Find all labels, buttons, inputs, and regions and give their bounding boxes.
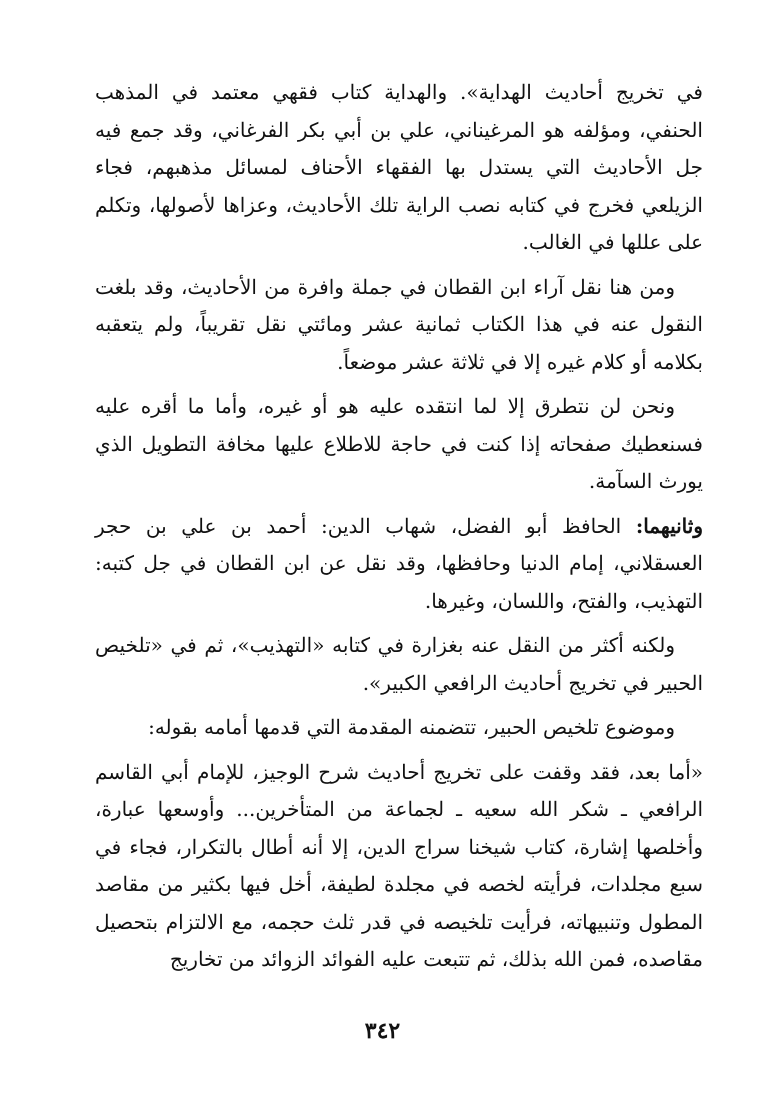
paragraph-7-text: «أما بعد، فقد وقفت على تخريج أحاديث شرح الوجيز، للإمام أبي القاسم الرافعي ـ شكر الله سعيه ـ لجماعة من المتأخرين... وأوسعها عبارة، وأخلصها إشارة، كتاب شيخنا سراج الدين، إلا أنه أطال بالتكرار، فجاء في سبع مجلدات، فرأيته لخصه في مجلدة لطيفة، أخل فيها بكثير من مقاصد المطول وتنبيهاته، فرأيت تلخيصه في قدر ثلث حجمه، مع الالتزام بتحصيل مقاصده، فمن الله بذلك، ثم تتبعت عليه الفوائد الزوائد من تخاريج (95, 759, 703, 971)
page-number: ٣٤٢ (364, 1018, 401, 1044)
paragraph-5 (95, 627, 703, 702)
paragraph-3-text: ونحن لن نتطرق إلا لما انتقده عليه هو أو غيره، وأما ما أقره عليه فسنعطيك صفحاته إذا كنت في حاجة للاطلاع عليها مخافة التطويل الذي يورث السآمة. (95, 394, 703, 493)
paragraph-6-text: وموضوع تلخيص الحبير، تتضمنه المقدمة التي قدمها أمامه بقوله: (148, 715, 675, 739)
paragraph-1 (95, 74, 703, 262)
paragraph-1-text: في تخريج أحاديث الهداية». والهداية كتاب فقهي معتمد في المذهب الحنفي، ومؤلفه هو المرغيناني، علي بن أبي بكر الفرغاني، وقد جمع فيه جل الأحاديث التي يستدل بها الفقهاء الأحناف لمسائل مذهبهم، فجاء الزيلعي فخرج في كتابه نصب الراية تلك الأحاديث، وعزاها لأصولها، وتكلم على عللها في الغالب. (95, 80, 703, 254)
paragraph-2-text: ومن هنا نقل آراء ابن القطان في جملة وافرة من الأحاديث، وقد بلغت النقول عنه في هذا الكتاب ثمانية عشر ومائتي نقل تقريباً، ولم يتعقبه بكلامه أو كلام غيره إلا في ثلاثة عشر موضعاً. (95, 274, 703, 374)
paragraph-2 (95, 269, 703, 382)
page-body (95, 74, 703, 986)
paragraph-5-text: ولكنه أكثر من النقل عنه بغزارة في كتابه «التهذيب»، ثم في «تلخيص الحبير في تخريج أحاديث الرافعي الكبير». (95, 633, 703, 695)
paragraph-4-text: الحافظ أبو الفضل، شهاب الدين: أحمد بن علي بن حجر العسقلاني، إمام الدنيا وحافظها، وقد نقل عن ابن القطان في جل كتبه: التهذيب، والفتح، واللسان، وغيرها. (95, 513, 703, 613)
paragraph-7-quote (95, 754, 703, 979)
paragraph-4 (95, 508, 703, 621)
paragraph-3 (95, 388, 703, 501)
paragraph-6 (95, 709, 703, 747)
paragraph-4-lead: وثانيهما: (635, 513, 703, 538)
